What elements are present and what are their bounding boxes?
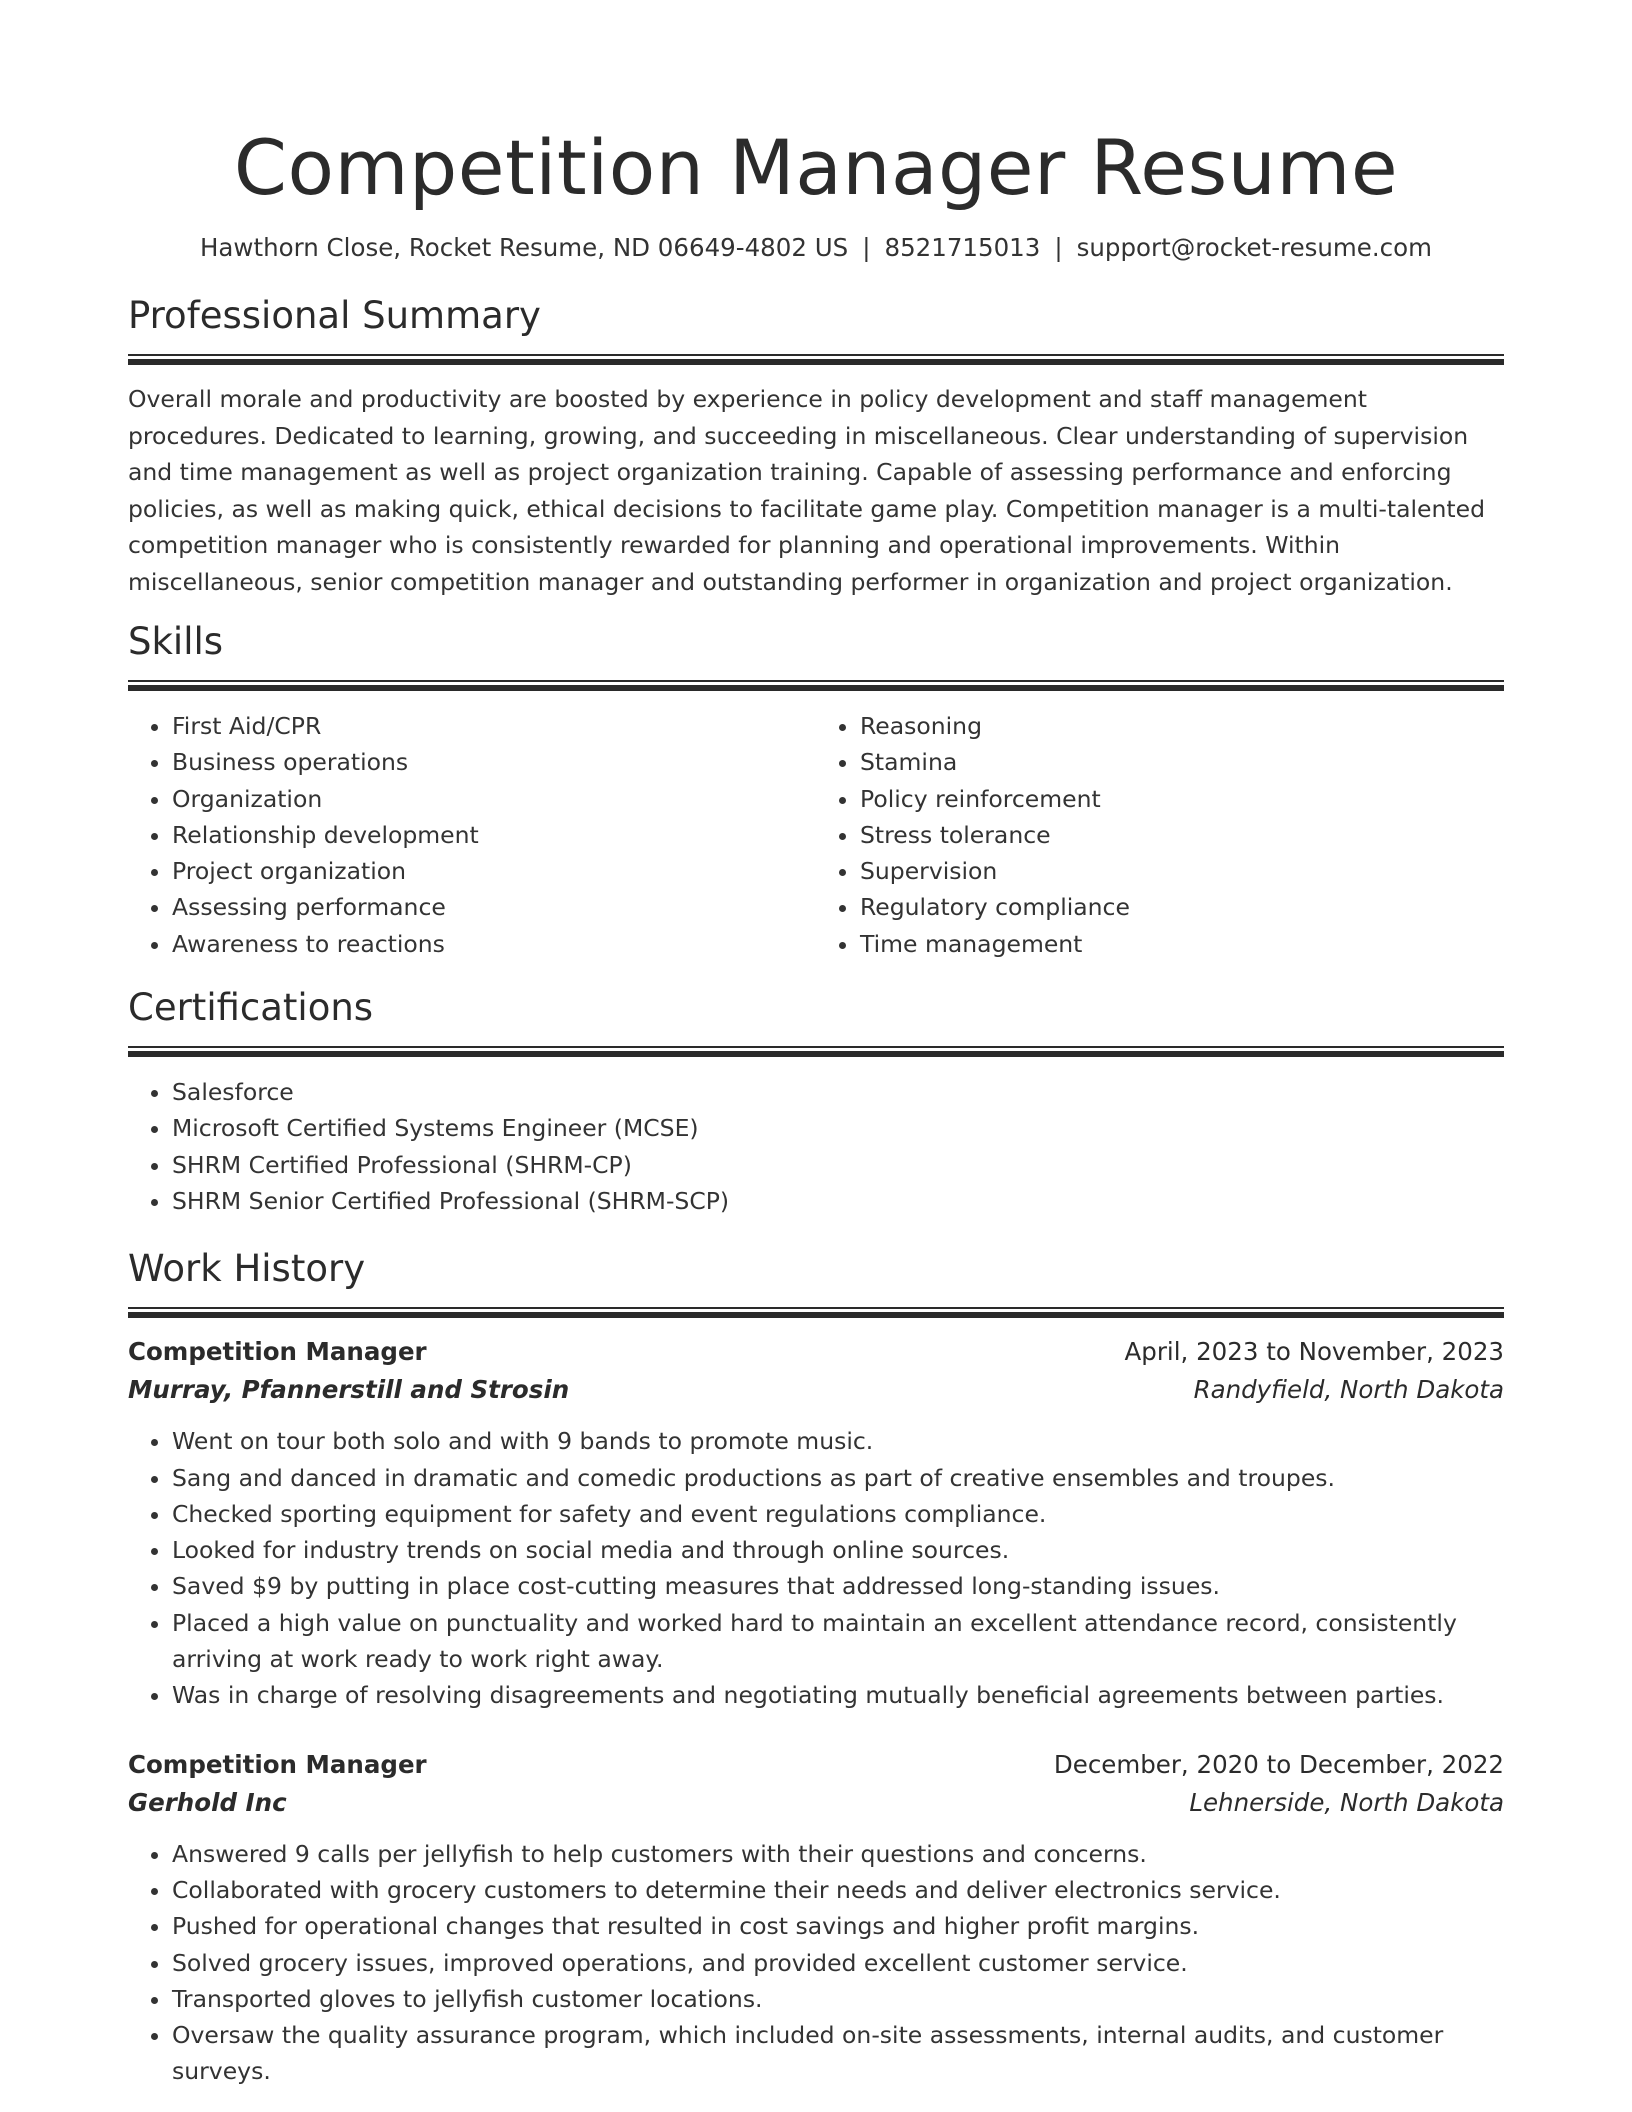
job-location: Lehnerside, North Dakota bbox=[1189, 1787, 1504, 1817]
certifications-section bbox=[128, 984, 1504, 1219]
resume-page bbox=[128, 0, 1504, 2090]
list-item: • Stamina bbox=[860, 744, 1504, 780]
job-company-row bbox=[128, 1784, 1504, 1822]
list-item: • Relationship development bbox=[172, 817, 816, 853]
job-header-row bbox=[128, 1746, 1504, 1784]
list-item: • First Aid/CPR bbox=[172, 708, 816, 744]
job-entry bbox=[128, 1333, 1504, 1713]
job-location: Randyfield, North Dakota bbox=[1193, 1375, 1504, 1405]
job-company: Gerhold Inc bbox=[128, 1787, 287, 1817]
address-text: Hawthorn Close, Rocket Resume, ND 06649-4802 US bbox=[199, 233, 849, 262]
section-heading-work-history: Work History bbox=[128, 1247, 366, 1291]
job-duties-list bbox=[128, 1423, 1504, 1713]
job-header-row bbox=[128, 1333, 1504, 1371]
job-entry bbox=[128, 1746, 1504, 2090]
separator: | bbox=[862, 233, 871, 262]
list-item: • Business operations bbox=[172, 744, 816, 780]
work-history-section bbox=[128, 1245, 1504, 2089]
section-heading-certifications: Certifications bbox=[128, 986, 374, 1030]
summary-section bbox=[128, 292, 1504, 600]
phone-text: 8521715013 bbox=[884, 233, 1041, 262]
list-item: • Policy reinforcement bbox=[860, 781, 1504, 817]
list-item: • Stress tolerance bbox=[860, 817, 1504, 853]
section-heading-summary: Professional Summary bbox=[128, 294, 541, 337]
list-item: • Awareness to reactions bbox=[172, 926, 816, 962]
list-item: • SHRM Certified Professional (SHRM-CP) bbox=[172, 1147, 1504, 1183]
list-item: • Went on tour both solo and with 9 bands to promote music. bbox=[172, 1423, 1504, 1459]
list-item: • Was in charge of resolving disagreements and negotiating mutually beneficial agreements between parties. bbox=[172, 1677, 1504, 1713]
job-dates: April, 2023 to November, 2023 bbox=[1124, 1337, 1504, 1367]
list-item: • Oversaw the quality assurance program, which included on-site assessments, internal audits, and customer surveys. bbox=[172, 2017, 1504, 2090]
list-item: • Pushed for operational changes that resulted in cost savings and higher profit margins. bbox=[172, 1908, 1504, 1944]
section-divider bbox=[128, 354, 1504, 366]
skills-list-right bbox=[816, 708, 1504, 962]
contact-line bbox=[128, 232, 1504, 264]
list-item: • Saved $9 by putting in place cost-cutting measures that addressed long-standing issues. bbox=[172, 1568, 1504, 1604]
list-item: • Project organization bbox=[172, 853, 816, 889]
list-item: • Transported gloves to jellyfish customer locations. bbox=[172, 1981, 1504, 2017]
list-item: • Assessing performance bbox=[172, 889, 816, 925]
list-item: • Time management bbox=[860, 926, 1504, 962]
summary-paragraph: Overall morale and productivity are boosted by experience in policy development and staff management procedures. Dedicated to learning, growing, and succeeding in miscellaneous. Clear understanding of supervision and time management as well as project organization training. Capable of assessing performance and enforcing policies, as well as making quick, ethical decisions to facilitate game play. Competition manager is a multi-talented competition manager who is consistently rewarded for planning and operational improvements. Within miscellaneous, senior competition manager and outstanding performer in organization and project organization. bbox=[128, 385, 1485, 596]
list-item: • SHRM Senior Certified Professional (SHRM-SCP) bbox=[172, 1183, 1504, 1219]
page-title: Competition Manager Resume bbox=[233, 123, 1399, 212]
skills-grid bbox=[128, 708, 1504, 962]
section-divider bbox=[128, 1307, 1504, 1319]
certifications-list bbox=[128, 1074, 1504, 1219]
list-item: • Solved grocery issues, improved operations, and provided excellent customer service. bbox=[172, 1945, 1504, 1981]
list-item: • Regulatory compliance bbox=[860, 889, 1504, 925]
job-title: Competition Manager bbox=[128, 1749, 427, 1779]
job-company-row bbox=[128, 1371, 1504, 1409]
list-item: • Reasoning bbox=[860, 708, 1504, 744]
section-heading-skills: Skills bbox=[128, 620, 224, 663]
list-item: • Organization bbox=[172, 781, 816, 817]
list-item: • Sang and danced in dramatic and comedic productions as part of creative ensembles and troupes. bbox=[172, 1460, 1504, 1496]
skills-section bbox=[128, 618, 1504, 962]
list-item: • Salesforce bbox=[172, 1074, 1504, 1110]
job-title: Competition Manager bbox=[128, 1337, 427, 1367]
job-company: Murray, Pfannerstill and Strosin bbox=[128, 1375, 570, 1405]
job-dates: December, 2020 to December, 2022 bbox=[1053, 1749, 1504, 1779]
section-divider bbox=[128, 1046, 1504, 1058]
list-item: • Looked for industry trends on social media and through online sources. bbox=[172, 1532, 1504, 1568]
job-duties-list bbox=[128, 1836, 1504, 2090]
list-item: • Placed a high value on punctuality and worked hard to maintain an excellent attendance record, consistently arriving at work ready to work right away. bbox=[172, 1605, 1504, 1678]
list-item: • Collaborated with grocery customers to determine their needs and deliver electronics service. bbox=[172, 1872, 1504, 1908]
list-item: • Supervision bbox=[860, 853, 1504, 889]
skills-list-left bbox=[128, 708, 816, 962]
section-divider bbox=[128, 680, 1504, 692]
list-item: • Answered 9 calls per jellyfish to help customers with their questions and concerns. bbox=[172, 1836, 1504, 1872]
list-item: • Microsoft Certified Systems Engineer (MCSE) bbox=[172, 1110, 1504, 1146]
email-text: support@rocket-resume.com bbox=[1076, 233, 1432, 262]
list-item: • Checked sporting equipment for safety and event regulations compliance. bbox=[172, 1496, 1504, 1532]
separator: | bbox=[1054, 233, 1063, 262]
